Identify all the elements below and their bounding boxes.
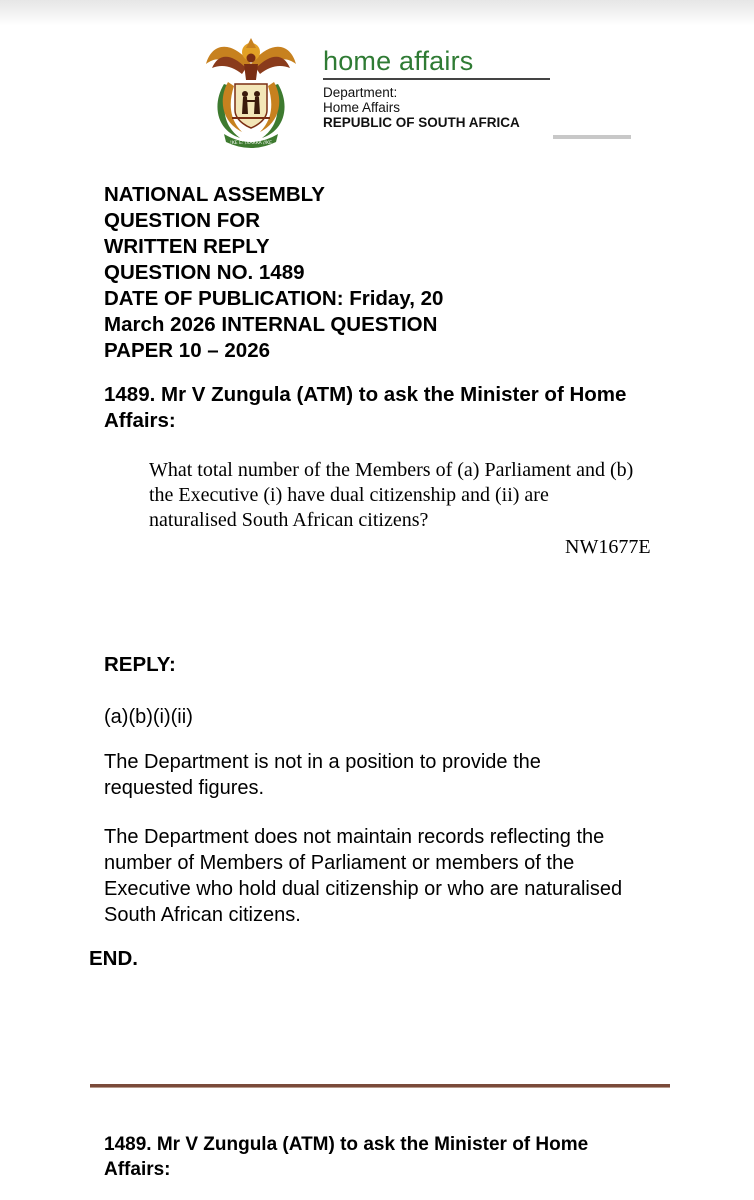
brand-rule xyxy=(323,78,550,80)
reply-paragraph-1 xyxy=(104,749,704,801)
question-title-line: 1489. Mr V Zungula (ATM) to ask the Minister of Home xyxy=(104,1134,589,1155)
top-shade xyxy=(0,0,754,26)
end-label: END. xyxy=(89,947,138,970)
coat-of-arms-logo xyxy=(202,34,300,148)
heading-line: NATIONAL ASSEMBLY xyxy=(104,183,325,206)
question-body-line: What total number of the Members of (a) Parliament and (b) xyxy=(149,459,634,481)
dept-name: Home Affairs xyxy=(323,99,401,115)
reply-paragraph-2 xyxy=(104,824,704,928)
reply-line: number of Members of Parliament or members of the xyxy=(104,852,575,874)
heading-line: March 2026 INTERNAL QUESTION xyxy=(104,313,438,336)
question-body-line: the Executive (i) have dual citizenship and (ii) are xyxy=(149,484,549,506)
heading-line: WRITTEN REPLY xyxy=(104,235,270,258)
question-title-line: 1489. Mr V Zungula (ATM) to ask the Minister of Home xyxy=(104,383,627,406)
brand-title: home affairs xyxy=(323,46,474,76)
question-title xyxy=(104,382,704,434)
question-title-line: Affairs: xyxy=(104,1159,171,1180)
reply-parts: (a)(b)(i)(ii) xyxy=(104,706,193,728)
svg-text:!KE E: /XARRA //KE: !KE E: /XARRA //KE xyxy=(230,141,272,146)
brand-underline-shadow xyxy=(553,135,631,139)
reply-line: Executive who hold dual citizenship or who are naturalised xyxy=(104,878,623,900)
heading-line: QUESTION FOR xyxy=(104,209,261,232)
republic-name: REPUBLIC OF SOUTH AFRICA xyxy=(323,114,520,130)
heading-line: PAPER 10 – 2026 xyxy=(104,339,271,362)
reply-heading: REPLY: xyxy=(104,653,176,676)
reply-line: The Department is not in a position to provide the xyxy=(104,751,541,773)
question-title-line: Affairs: xyxy=(104,409,176,432)
reply-line: The Department does not maintain records reflecting the xyxy=(104,826,605,848)
next-question-title xyxy=(104,1132,704,1182)
document-heading xyxy=(104,182,524,364)
section-divider xyxy=(90,1084,670,1087)
question-reference: NW1677E xyxy=(565,536,651,558)
reply-line: requested figures. xyxy=(104,777,265,799)
dept-label: Department: xyxy=(323,84,398,100)
question-body xyxy=(149,458,689,533)
brand-block xyxy=(323,46,553,130)
reply-line: South African citizens. xyxy=(104,904,301,926)
question-body-line: naturalised South African citizens? xyxy=(149,509,429,531)
heading-line: QUESTION NO. 1489 xyxy=(104,261,305,284)
heading-line: DATE OF PUBLICATION: Friday, 20 xyxy=(104,287,444,310)
